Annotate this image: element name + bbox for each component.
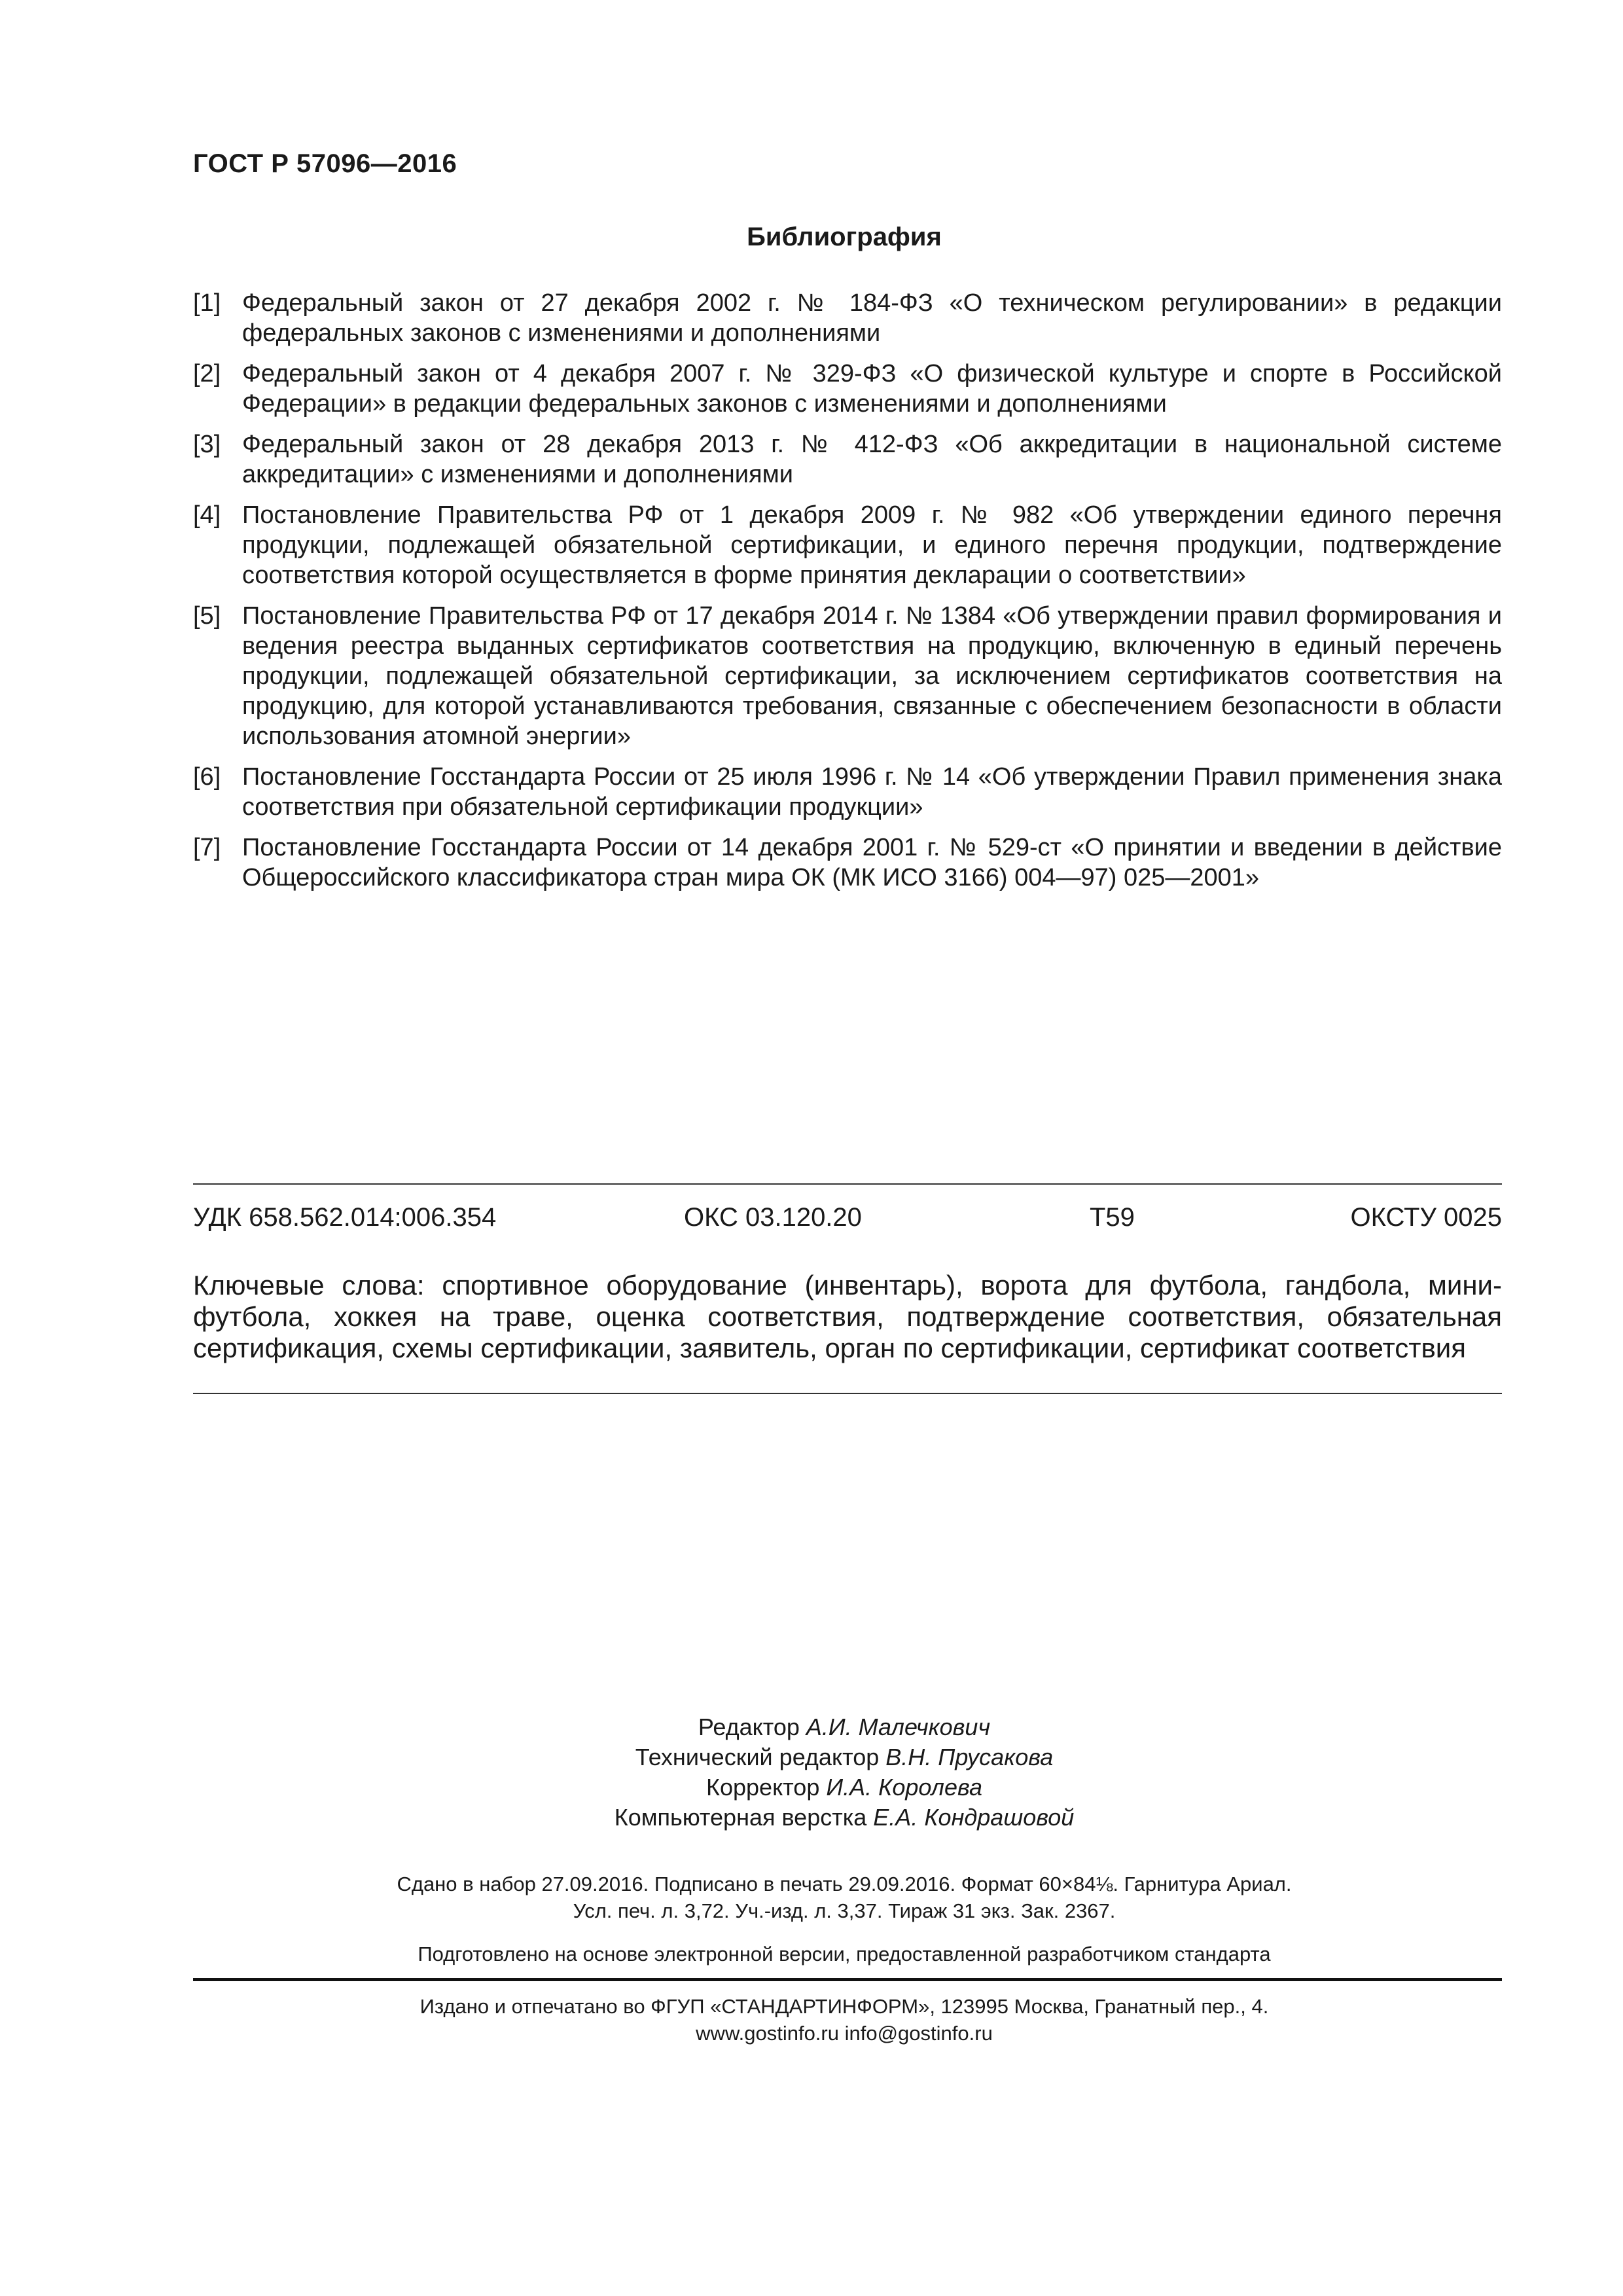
udk-code: УДК 658.562.014:006.354	[193, 1203, 497, 1232]
bibliography-item	[193, 601, 1502, 751]
bibliography-item-text: Федеральный закон от 27 декабря 2002 г. № 184-ФЗ «О техническом регулировании» в редакции федеральных законов с изменениями и дополнениями	[242, 289, 1502, 347]
oks-code: ОКС 03.120.20	[684, 1203, 862, 1232]
credit-layout: Компьютерная верстка Е.А. Кондрашовой	[614, 1804, 1075, 1831]
bibliography-item-number: [6]	[193, 763, 221, 791]
bibliography-item-text: Постановление Правительства РФ от 17 декабря 2014 г. № 1384 «Об утверждении правил формирования и ведения реестра выданных сертификатов соответствия на продукцию, включенную в единый перечень продукции, подлежащей обязательной сертификации, за исключением сертификатов соответствия на продукцию, для которой устанавливаются требования, связанные с обеспечением безопасности в области использования атомной энергии»	[242, 602, 1502, 750]
publisher-info	[0, 1993, 1623, 2047]
print-info	[0, 1871, 1623, 1924]
publisher-contacts: www.gostinfo.ru info@gostinfo.ru	[696, 2022, 993, 2045]
credits	[0, 1712, 1623, 1833]
bibliography-item	[193, 762, 1502, 822]
prepared-note: Подготовлено на основе электронной версии, предоставленной разработчиком стандарта	[418, 1943, 1271, 1965]
bibliography-item-number: [5]	[193, 602, 221, 630]
credit-editor: Редактор А.И. Малечкович	[698, 1713, 991, 1740]
bibliography-title: Библиография	[747, 223, 942, 251]
bibliography-item-text: Федеральный закон от 4 декабря 2007 г. № 329-ФЗ «О физической культуре и спорте в Российской Федерации» в редакции федеральных законов с изменениями и дополнениями	[242, 360, 1502, 418]
bibliography-item-text: Постановление Правительства РФ от 1 декабря 2009 г. № 982 «Об утверждении единого перечня продукции, подлежащей обязательной сертификации, и единого перечня продукции, подтверждение соответствия которой осуществляется в форме принятия декларации о соответствии»	[242, 501, 1502, 589]
bibliography-item-text: Постановление Госстандарта России от 25 июля 1996 г. № 14 «Об утверждении Правил применения знака соответствия при обязательной сертификации продукции»	[242, 763, 1502, 821]
bibliography-item	[193, 500, 1502, 590]
bibliography-item-number: [2]	[193, 360, 221, 387]
bibliography-item-text: Постановление Госстандарта России от 14 декабря 2001 г. № 529-ст «О принятии и введении в действие Общероссийского классификатора стран мира ОК (МК ИСО 3166) 004—97) 025—2001»	[242, 834, 1502, 891]
bibliography-item	[193, 833, 1502, 893]
bibliography-item	[193, 429, 1502, 490]
credit-tech-editor: Технический редактор В.Н. Прусакова	[635, 1744, 1054, 1770]
print-info-line: Сдано в набор 27.09.2016. Подписано в печать 29.09.2016. Формат 60×84⅛. Гарнитура Ариал.	[397, 1873, 1292, 1895]
bibliography-list	[193, 288, 1502, 903]
bibliography-item-number: [1]	[193, 289, 221, 317]
divider-top	[193, 1183, 1502, 1185]
okstu-code: ОКСТУ 0025	[1350, 1203, 1502, 1232]
divider-thick	[193, 1978, 1502, 1981]
bibliography-item-text: Федеральный закон от 28 декабря 2013 г. № 412-ФЗ «Об аккредитации в национальной системе аккредитации» с изменениями и дополнениями	[242, 431, 1502, 488]
print-info-line: Усл. печ. л. 3,72. Уч.-изд. л. 3,37. Тираж 31 экз. Зак. 2367.	[573, 1899, 1116, 1922]
bibliography-item-number: [4]	[193, 501, 221, 529]
bibliography-item-number: [7]	[193, 834, 221, 861]
keywords: Ключевые слова: спортивное оборудование (инвентарь), ворота для футбола, гандбола, мини-футбола, хоккея на траве, оценка соответствия, подтверждение соответствия, обязательная сертификация, схемы сертификации, заявитель, орган по сертификации, сертификат соответствия	[193, 1270, 1502, 1363]
document-code: ГОСТ Р 57096—2016	[193, 149, 457, 178]
divider-bottom	[193, 1393, 1502, 1394]
bibliography-item	[193, 288, 1502, 348]
publisher-line: Издано и отпечатано во ФГУП «СТАНДАРТИНФОРМ», 123995 Москва, Гранатный пер., 4.	[419, 1995, 1269, 2018]
credit-corrector: Корректор И.А. Королева	[706, 1774, 982, 1801]
bibliography-item-number: [3]	[193, 431, 221, 458]
bibliography-item	[193, 359, 1502, 419]
t-code: Т59	[1090, 1203, 1135, 1232]
